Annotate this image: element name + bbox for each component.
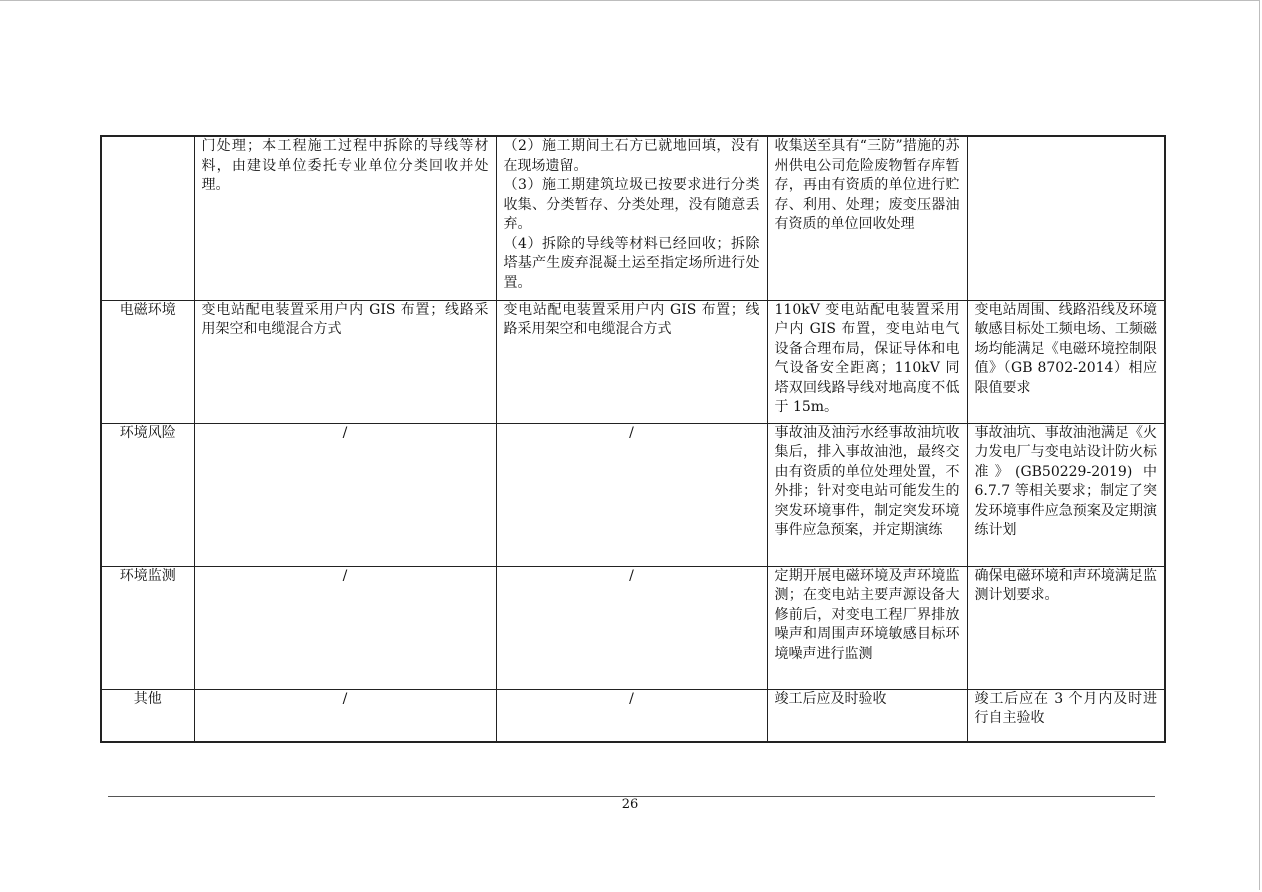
implementation-cell: /: [496, 423, 767, 566]
implementation-cell: [496, 136, 767, 300]
table-row: [101, 300, 1165, 423]
requirement-cell: 竣工后应在 3 个月内及时进行自主验收: [967, 689, 1165, 742]
category-cell: 环境风险: [101, 423, 194, 566]
table-row: [101, 566, 1165, 689]
category-cell: [101, 136, 194, 300]
category-cell: 其他: [101, 689, 194, 742]
measure-cell: 变电站配电装置采用户内 GIS 布置；线路采用架空和电缆混合方式: [194, 300, 496, 423]
implementation-cell: /: [496, 566, 767, 689]
measure-cell: 门处理；本工程施工过程中拆除的导线等材料，由建设单位委托专业单位分类回收并处理。: [194, 136, 496, 300]
category-cell: 电磁环境: [101, 300, 194, 423]
page-number: 26: [621, 797, 639, 812]
operation-measure-cell: 定期开展电磁环境及声环境监测；在变电站主要声源设备大修前后，对变电工程厂界排放噪声和周围声环境敏感目标环境噪声进行监测: [767, 566, 967, 689]
implementation-item: （2）施工期间土石方已就地回填，没有在现场遗留。: [503, 138, 760, 174]
table-row: [101, 423, 1165, 566]
operation-measure-cell: 110kV 变电站配电装置采用户内 GIS 布置，变电站电气设备合理布局，保证导体和电气设备安全距离；110kV 同塔双回线路导线对地高度不低于 15m。: [767, 300, 967, 423]
operation-measure-cell: 事故油及油污水经事故油坑收集后，排入事故油池，最终交由有资质的单位处理处置，不外排；针对变电站可能发生的突发环境事件，制定突发环境事件应急预案，并定期演练: [767, 423, 967, 566]
implementation-cell: 变电站配电装置采用户内 GIS 布置；线路采用架空和电缆混合方式: [496, 300, 767, 423]
requirement-cell: [967, 136, 1165, 300]
implementation-item: （3）施工期建筑垃圾已按要求进行分类收集、分类暂存、分类处理，没有随意丢弃。: [503, 177, 760, 232]
implementation-item: （4）拆除的导线等材料已经回收；拆除塔基产生废弃混凝土运至指定场所进行处置。: [503, 235, 760, 291]
requirement-cell: 事故油坑、事故油池满足《火力发电厂与变电站设计防火标准》(GB50229-2019) 中 6.7.7 等相关要求；制定了突发环境事件应急预案及定期演练计划: [967, 423, 1165, 566]
operation-measure-cell: 竣工后应及时验收: [767, 689, 967, 742]
implementation-cell: /: [496, 689, 767, 742]
operation-measure-cell: 收集送至具有“三防”措施的苏州供电公司危险废物暂存库暂存，再由有资质的单位进行贮存、利用、处理；废变压器油有资质的单位回收处理: [767, 136, 967, 300]
measures-table: [100, 135, 1166, 743]
measure-cell: /: [194, 423, 496, 566]
table-row: [101, 689, 1165, 742]
requirement-cell: 变电站周围、线路沿线及环境敏感目标处工频电场、工频磁场均能满足《电磁环境控制限值》（GB 8702-2014）相应限值要求: [967, 300, 1165, 423]
requirement-cell: 确保电磁环境和声环境满足监测计划要求。: [967, 566, 1165, 689]
measure-cell: /: [194, 689, 496, 742]
measure-cell: /: [194, 566, 496, 689]
category-cell: 环境监测: [101, 566, 194, 689]
table-row: [101, 136, 1165, 300]
